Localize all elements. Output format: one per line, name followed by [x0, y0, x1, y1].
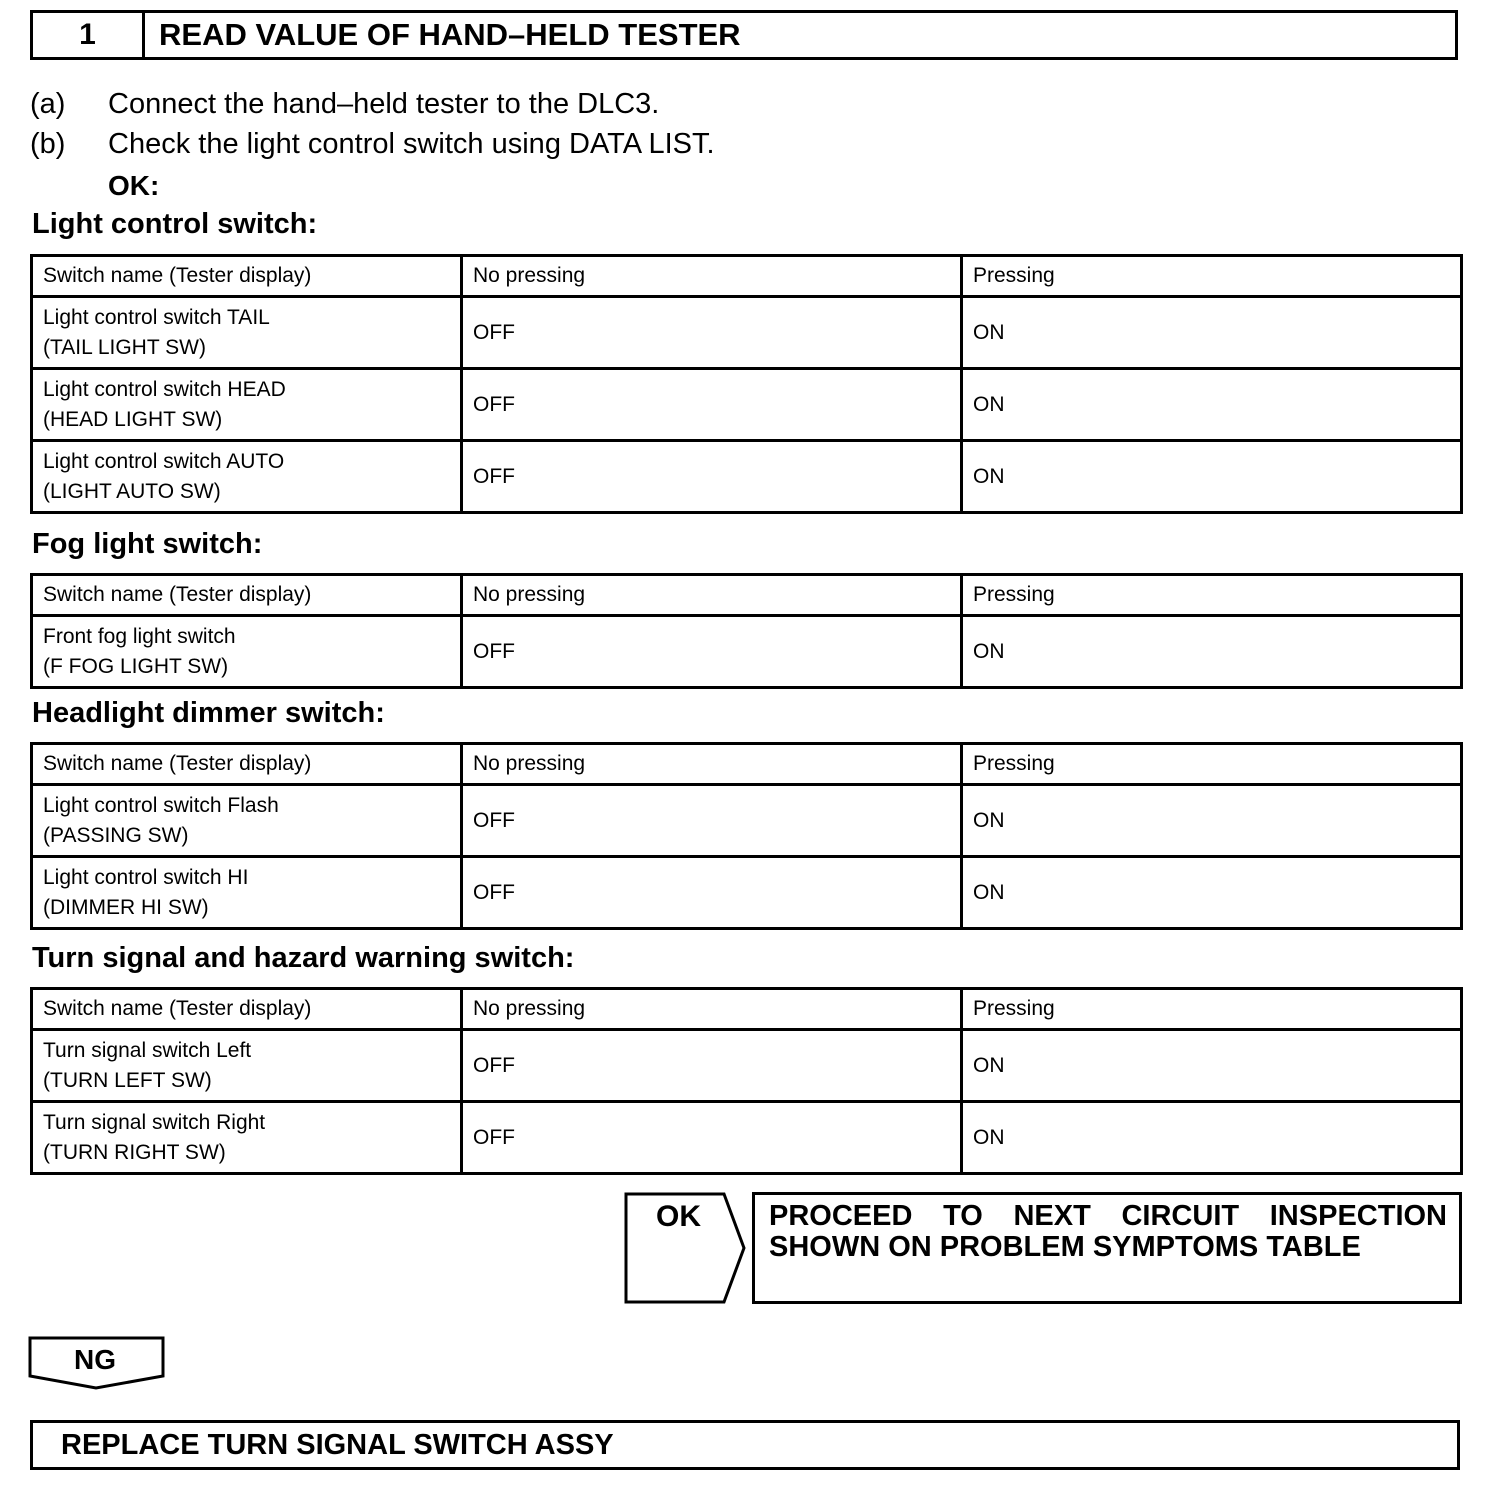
switch-name: Turn signal switch Right [43, 1110, 266, 1134]
instruction-a [30, 88, 659, 121]
light-control-switch-table [30, 254, 1463, 514]
table-row [32, 297, 1462, 369]
pressing-value: ON [962, 297, 1462, 369]
switch-name: Light control switch TAIL [43, 305, 270, 329]
table-row [32, 1102, 1462, 1174]
table-row [32, 857, 1462, 929]
no-pressing-value: OFF [462, 857, 962, 929]
header-pressing: Pressing [962, 256, 1462, 297]
header-switch-name: Switch name (Tester display) [32, 256, 462, 297]
header-switch-name: Switch name (Tester display) [32, 744, 462, 785]
no-pressing-value: OFF [462, 369, 962, 441]
no-pressing-value: OFF [462, 1030, 962, 1102]
section-title-turn-signal: Turn signal and hazard warning switch: [32, 942, 575, 974]
switch-name: Light control switch HI [43, 865, 249, 889]
tester-display: (PASSING SW) [43, 823, 189, 847]
switch-name: Front fog light switch [43, 624, 236, 648]
ng-action-text: REPLACE TURN SIGNAL SWITCH ASSY [61, 1428, 614, 1461]
switch-name-cell [32, 1030, 462, 1102]
turn-signal-switch-table [30, 987, 1463, 1175]
ok-label: OK [656, 1200, 701, 1233]
section-title-headlight-dimmer: Headlight dimmer switch: [32, 697, 385, 729]
table-row [32, 1030, 1462, 1102]
header-pressing: Pressing [962, 744, 1462, 785]
ng-action-box [30, 1420, 1460, 1470]
step-header [30, 10, 1458, 60]
instruction-label: (a) [30, 88, 66, 120]
pressing-value: ON [962, 857, 1462, 929]
tester-display: (F FOG LIGHT SW) [43, 654, 229, 678]
ok-result-line-2: SHOWN ON PROBLEM SYMPTOMS TABLE [769, 1231, 1361, 1263]
step-title: READ VALUE OF HAND–HELD TESTER [159, 17, 741, 52]
switch-name: Light control switch Flash [43, 793, 279, 817]
pressing-value: ON [962, 785, 1462, 857]
instruction-text: Check the light control switch using DATA LIST. [108, 128, 715, 160]
pressing-value: ON [962, 441, 1462, 513]
switch-name: Turn signal switch Left [43, 1038, 252, 1062]
table-row [32, 785, 1462, 857]
no-pressing-value: OFF [462, 441, 962, 513]
switch-name-cell [32, 1102, 462, 1174]
switch-name-cell [32, 297, 462, 369]
step-number: 1 [33, 13, 145, 57]
header-switch-name: Switch name (Tester display) [32, 989, 462, 1030]
header-pressing: Pressing [962, 989, 1462, 1030]
tester-display: (TURN RIGHT SW) [43, 1140, 226, 1164]
table-header-row [32, 256, 1462, 297]
tester-display: (HEAD LIGHT SW) [43, 407, 223, 431]
table-header-row [32, 575, 1462, 616]
table-header-row [32, 744, 1462, 785]
switch-name-cell [32, 785, 462, 857]
header-no-pressing: No pressing [462, 256, 962, 297]
ng-label: NG [74, 1344, 116, 1375]
headlight-dimmer-switch-table [30, 742, 1463, 930]
instruction-b [30, 128, 715, 161]
table-row [32, 369, 1462, 441]
switch-name-cell [32, 441, 462, 513]
instruction-text: Connect the hand–held tester to the DLC3. [108, 88, 660, 120]
tester-display: (TAIL LIGHT SW) [43, 335, 206, 359]
section-title-fog-light: Fog light switch: [32, 528, 263, 560]
header-no-pressing: No pressing [462, 575, 962, 616]
no-pressing-value: OFF [462, 616, 962, 688]
header-switch-name: Switch name (Tester display) [32, 575, 462, 616]
pressing-value: ON [962, 1102, 1462, 1174]
tester-display: (TURN LEFT SW) [43, 1068, 212, 1092]
table-row [32, 441, 1462, 513]
switch-name: Light control switch HEAD [43, 377, 286, 401]
pressing-value: ON [962, 369, 1462, 441]
header-no-pressing: No pressing [462, 744, 962, 785]
tester-display: (DIMMER HI SW) [43, 895, 209, 919]
ok-criteria-label: OK: [108, 170, 160, 201]
no-pressing-value: OFF [462, 1102, 962, 1174]
header-no-pressing: No pressing [462, 989, 962, 1030]
pressing-value: ON [962, 616, 1462, 688]
section-title-light-control: Light control switch: [32, 208, 318, 240]
table-header-row [32, 989, 1462, 1030]
switch-name-cell [32, 857, 462, 929]
no-pressing-value: OFF [462, 297, 962, 369]
switch-name-cell [32, 616, 462, 688]
pressing-value: ON [962, 1030, 1462, 1102]
instruction-label: (b) [30, 128, 66, 160]
header-pressing: Pressing [962, 575, 1462, 616]
ok-result-line-1: PROCEED TO NEXT CIRCUIT INSPECTION [769, 1200, 1447, 1232]
tester-display: (LIGHT AUTO SW) [43, 479, 221, 503]
table-row [32, 616, 1462, 688]
fog-light-switch-table [30, 573, 1463, 689]
no-pressing-value: OFF [462, 785, 962, 857]
ok-result-box [752, 1192, 1462, 1304]
switch-name: Light control switch AUTO [43, 449, 285, 473]
switch-name-cell [32, 369, 462, 441]
